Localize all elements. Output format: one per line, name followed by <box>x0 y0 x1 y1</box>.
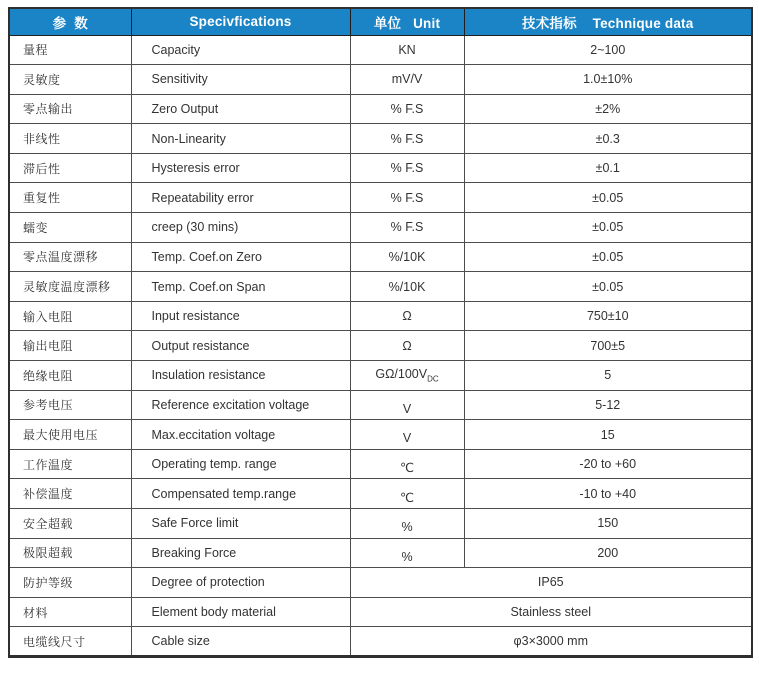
parameter-en-cell: Non-Linearity <box>131 124 350 154</box>
unit-cell: ℃ <box>350 479 464 509</box>
value-cell: 2~100 <box>464 35 752 65</box>
value-cell: 200 <box>464 538 752 568</box>
parameter-en-cell: Hysteresis error <box>131 153 350 183</box>
unit-cell: %/10K <box>350 242 464 272</box>
table-row <box>9 390 752 420</box>
value-cell: ±0.05 <box>464 242 752 272</box>
unit-cell: % F.S <box>350 153 464 183</box>
parameter-en-cell: Max.eccitation voltage <box>131 420 350 450</box>
parameter-zh-cell: 量程 <box>9 35 131 65</box>
parameter-zh-cell: 最大使用电压 <box>9 420 131 450</box>
spec-table-header <box>9 8 752 35</box>
spec-table <box>8 7 753 658</box>
unit-cell: % F.S <box>350 124 464 154</box>
table-row <box>9 449 752 479</box>
parameter-zh-cell: 非线性 <box>9 124 131 154</box>
table-row <box>9 361 752 391</box>
parameter-en-cell: Zero Output <box>131 94 350 124</box>
parameter-zh-cell: 灵敏度温度漂移 <box>9 272 131 302</box>
header-technique-data: 技术指标 Technique data <box>464 8 752 35</box>
parameter-zh-cell: 材料 <box>9 597 131 627</box>
table-row <box>9 124 752 154</box>
unit-cell: mV/V <box>350 65 464 95</box>
parameter-zh-cell: 电缆线尺寸 <box>9 627 131 657</box>
parameter-en-cell: Capacity <box>131 35 350 65</box>
table-row <box>9 153 752 183</box>
table-row <box>9 509 752 539</box>
value-cell: 5 <box>464 361 752 391</box>
header-row <box>9 8 752 35</box>
value-cell: Stainless steel <box>350 597 752 627</box>
parameter-en-cell: Reference excitation voltage <box>131 390 350 420</box>
parameter-en-cell: Temp. Coef.on Span <box>131 272 350 302</box>
unit-cell: % <box>350 538 464 568</box>
table-row <box>9 568 752 598</box>
header-unit: 单位 Unit <box>350 8 464 35</box>
unit-cell: % <box>350 509 464 539</box>
value-cell: 5-12 <box>464 390 752 420</box>
value-cell: -20 to +60 <box>464 449 752 479</box>
parameter-zh-cell: 输出电阻 <box>9 331 131 361</box>
unit-cell: V <box>350 390 464 420</box>
spec-table-body <box>9 35 752 656</box>
table-row <box>9 272 752 302</box>
table-row <box>9 242 752 272</box>
parameter-zh-cell: 绝缘电阻 <box>9 361 131 391</box>
value-cell: ±0.3 <box>464 124 752 154</box>
parameter-en-cell: creep (30 mins) <box>131 213 350 243</box>
unit-cell: % F.S <box>350 94 464 124</box>
parameter-en-cell: Safe Force limit <box>131 509 350 539</box>
parameter-zh-cell: 补偿温度 <box>9 479 131 509</box>
unit-cell: Ω <box>350 331 464 361</box>
parameter-zh-cell: 重复性 <box>9 183 131 213</box>
table-row <box>9 331 752 361</box>
value-cell: ±0.05 <box>464 183 752 213</box>
value-cell: ±2% <box>464 94 752 124</box>
parameter-en-cell: Input resistance <box>131 301 350 331</box>
header-parameter: 参 数 <box>9 8 131 35</box>
table-row <box>9 597 752 627</box>
parameter-zh-cell: 灵敏度 <box>9 65 131 95</box>
unit-cell: V <box>350 420 464 450</box>
value-cell: 700±5 <box>464 331 752 361</box>
table-row <box>9 94 752 124</box>
parameter-en-cell: Element body material <box>131 597 350 627</box>
parameter-en-cell: Sensitivity <box>131 65 350 95</box>
table-row <box>9 420 752 450</box>
parameter-en-cell: Output resistance <box>131 331 350 361</box>
parameter-en-cell: Cable size <box>131 627 350 657</box>
value-cell: ±0.1 <box>464 153 752 183</box>
value-cell: ±0.05 <box>464 213 752 243</box>
value-cell: 150 <box>464 509 752 539</box>
value-cell: ±0.05 <box>464 272 752 302</box>
unit-cell: Ω <box>350 301 464 331</box>
parameter-zh-cell: 零点温度漂移 <box>9 242 131 272</box>
parameter-en-cell: Operating temp. range <box>131 449 350 479</box>
value-cell: 750±10 <box>464 301 752 331</box>
unit-cell: $G\Omega/100V_{DC}$ <box>350 361 464 391</box>
parameter-en-cell: Repeatability error <box>131 183 350 213</box>
table-row <box>9 183 752 213</box>
table-row <box>9 301 752 331</box>
parameter-zh-cell: 极限超载 <box>9 538 131 568</box>
unit-cell: %/10K <box>350 272 464 302</box>
unit-cell: KN <box>350 35 464 65</box>
parameter-en-cell: Temp. Coef.on Zero <box>131 242 350 272</box>
value-cell: 15 <box>464 420 752 450</box>
parameter-zh-cell: 防护等级 <box>9 568 131 598</box>
parameter-en-cell: Insulation resistance <box>131 361 350 391</box>
parameter-zh-cell: 蠕变 <box>9 213 131 243</box>
parameter-zh-cell: 滞后性 <box>9 153 131 183</box>
parameter-zh-cell: 参考电压 <box>9 390 131 420</box>
parameter-en-cell: Compensated temp.range <box>131 479 350 509</box>
table-row <box>9 213 752 243</box>
unit-cell: % F.S <box>350 213 464 243</box>
header-specifications: Specivfications <box>131 8 350 35</box>
table-row <box>9 65 752 95</box>
value-cell: -10 to +40 <box>464 479 752 509</box>
parameter-en-cell: Breaking Force <box>131 538 350 568</box>
table-row <box>9 538 752 568</box>
parameter-zh-cell: 工作温度 <box>9 449 131 479</box>
parameter-zh-cell: 输入电阻 <box>9 301 131 331</box>
value-cell: IP65 <box>350 568 752 598</box>
unit-cell: ℃ <box>350 449 464 479</box>
parameter-zh-cell: 零点输出 <box>9 94 131 124</box>
table-row <box>9 627 752 657</box>
table-row <box>9 479 752 509</box>
parameter-en-cell: Degree of protection <box>131 568 350 598</box>
parameter-zh-cell: 安全超载 <box>9 509 131 539</box>
value-cell: φ3×3000 mm <box>350 627 752 657</box>
value-cell: 1.0±10% <box>464 65 752 95</box>
unit-cell: % F.S <box>350 183 464 213</box>
table-row <box>9 35 752 65</box>
